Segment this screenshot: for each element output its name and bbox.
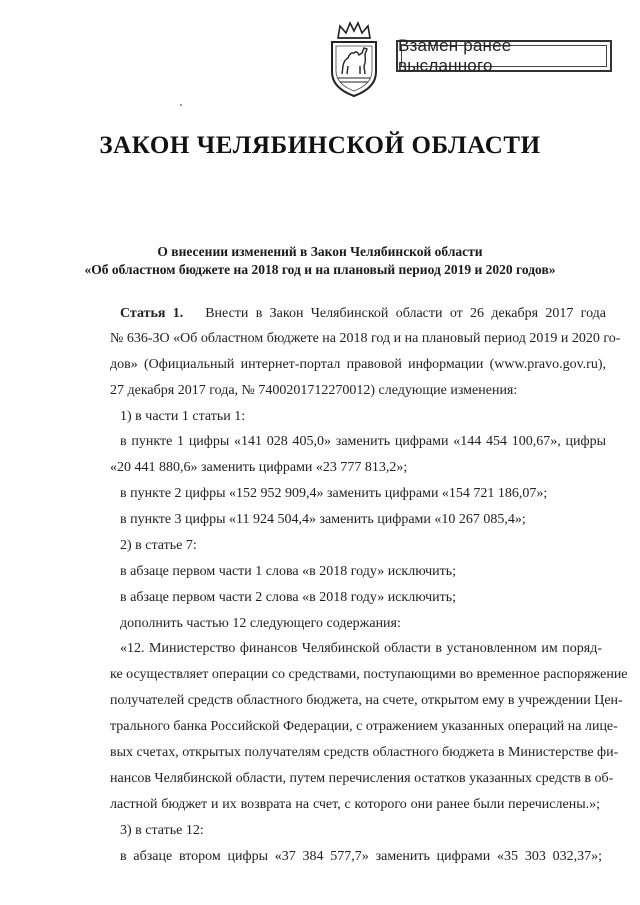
body-line-5: в пункте 1 цифры «141 028 405,0» заменить цифрами «144 454 100,67», цифры [120,434,606,449]
body-line-13: «12. Министерство финансов Челябинской области в установленном им поряд- [120,641,602,656]
body-line-18: нансов Челябинской области, путем перечисления остатков указанных средств в об- [110,771,614,786]
subtitle-line-1: О внесении изменений в Закон Челябинской области [157,244,483,259]
body-line-20: 3) в статье 12: [120,823,204,838]
body-line-1: № 636-ЗО «Об областном бюджете на 2018 год и на плановый период 2019 и 2020 го- [110,331,621,346]
scan-speck [180,104,182,106]
body-line-14: ке осуществляет операции со средствами, поступающими во временное распоряжение [110,667,628,682]
article-1-label: Статья 1. [120,306,184,321]
law-title: ЗАКОН ЧЕЛЯБИНСКОЙ ОБЛАСТИ [99,132,541,159]
body-line-21: в абзаце втором цифры «37 384 577,7» заменить цифрами «35 303 032,37»; [120,849,602,864]
body-line-3: 27 декабря 2017 года, № 7400201712270012) следующие изменения: [110,383,518,398]
stamp-text: Взамен ранее высланного [398,36,512,75]
article-1-intro: Внести в Закон Челябинской области от 26 декабря 2017 года [205,306,607,321]
replacement-stamp [396,36,612,75]
body-line-7: в пункте 2 цифры «152 952 909,4» заменить цифрами «154 721 186,07»; [120,486,548,501]
body-line-15: получателей средств областного бюджета, на счете, открытом ему в учреждении Цен- [110,693,623,708]
body-line-11: в абзаце первом части 2 слова «в 2018 году» исключить; [120,590,457,605]
body-line-10: в абзаце первом части 1 слова «в 2018 году» исключить; [120,564,457,579]
body-line-16: трального банка Российской Федерации, с отражением указанных операций на лице- [110,719,618,734]
body-line-9: 2) в статье 7: [120,538,197,553]
article-1-first-line [120,306,606,322]
body-line-6: «20 441 880,6» заменить цифрами «23 777 813,2»; [110,460,408,475]
body-line-19: ластной бюджет и их возврата на счет, с которого они ранее были перечислены.»; [110,797,600,812]
body-line-8: в пункте 3 цифры «11 924 504,4» заменить цифрами «10 267 085,4»; [120,512,526,527]
body-line-17: вых счетах, открытых получателям средств областного бюджета в Министерстве фи- [110,745,619,760]
body-line-12: дополнить частью 12 следующего содержания: [120,616,401,631]
body-line-4: 1) в части 1 статьи 1: [120,409,246,424]
chelyabinsk-coat-of-arms-icon [326,20,382,100]
body-line-2: дов» (Официальный интернет-портал правовой информации (www.pravo.gov.ru), [110,357,606,372]
subtitle-line-2: «Об областном бюджете на 2018 год и на плановый период 2019 и 2020 годов» [84,262,556,277]
